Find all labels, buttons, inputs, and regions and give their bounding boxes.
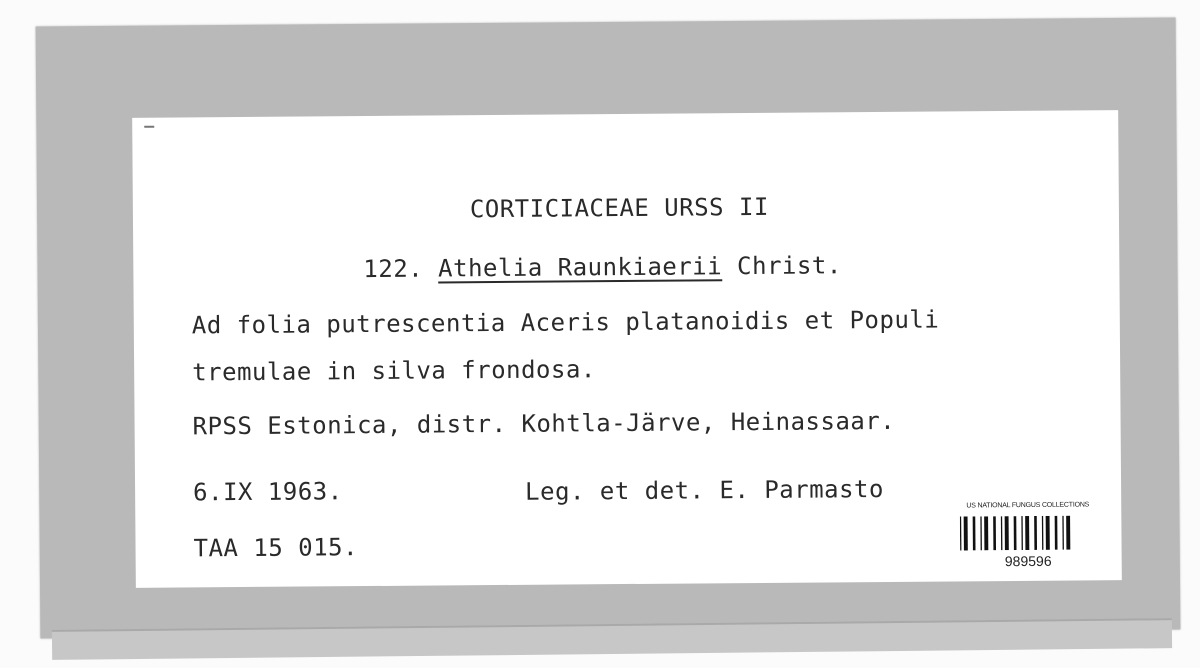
barcode-header: US NATIONAL FUNGUS COLLECTIONS [966,501,1090,510]
barcode-bar [1021,516,1023,550]
barcode-number: 989596 [1004,552,1052,570]
barcode-bar [960,517,962,551]
barcode-bar [1062,516,1064,550]
barcode-bar [1042,516,1044,550]
barcode-bar [1034,516,1037,550]
barcode-bar [973,516,976,550]
barcode-bar [980,516,982,550]
label-corner-mark [144,126,154,128]
barcode-icon [960,515,1096,550]
locality: RPSS Estonica, distr. Kohtla-Järve, Heinassaar. [192,406,896,441]
accession-number: TAA 15 015. [193,533,359,563]
species-line [363,251,842,284]
barcode-bar [1001,516,1003,550]
collector: Leg. et det. E. Parmasto [525,474,884,506]
barcode-bar [1005,516,1009,550]
barcode-bar [1066,516,1070,550]
barcode-label [948,493,1109,576]
species-author: Christ. [736,251,842,281]
species-number: 122. [363,254,424,284]
barcode-bar [1014,516,1017,550]
barcode-bar [964,516,968,550]
species-name: Athelia Raunkiaerii [438,252,723,283]
barcode-bar [1046,516,1050,550]
barcode-bar [1055,516,1058,550]
barcode-bar [984,516,988,550]
collection-title: CORTICIACEAE URSS II [469,192,769,224]
barcode-bar [993,516,996,550]
habitat-line-1: Ad folia putrescentia Aceris platanoidis et Populi [191,305,940,340]
habitat-line-2: tremulae in silva frondosa. [192,355,596,387]
barcode-bar [1025,516,1029,550]
collection-date: 6.IX 1963. [193,477,343,507]
